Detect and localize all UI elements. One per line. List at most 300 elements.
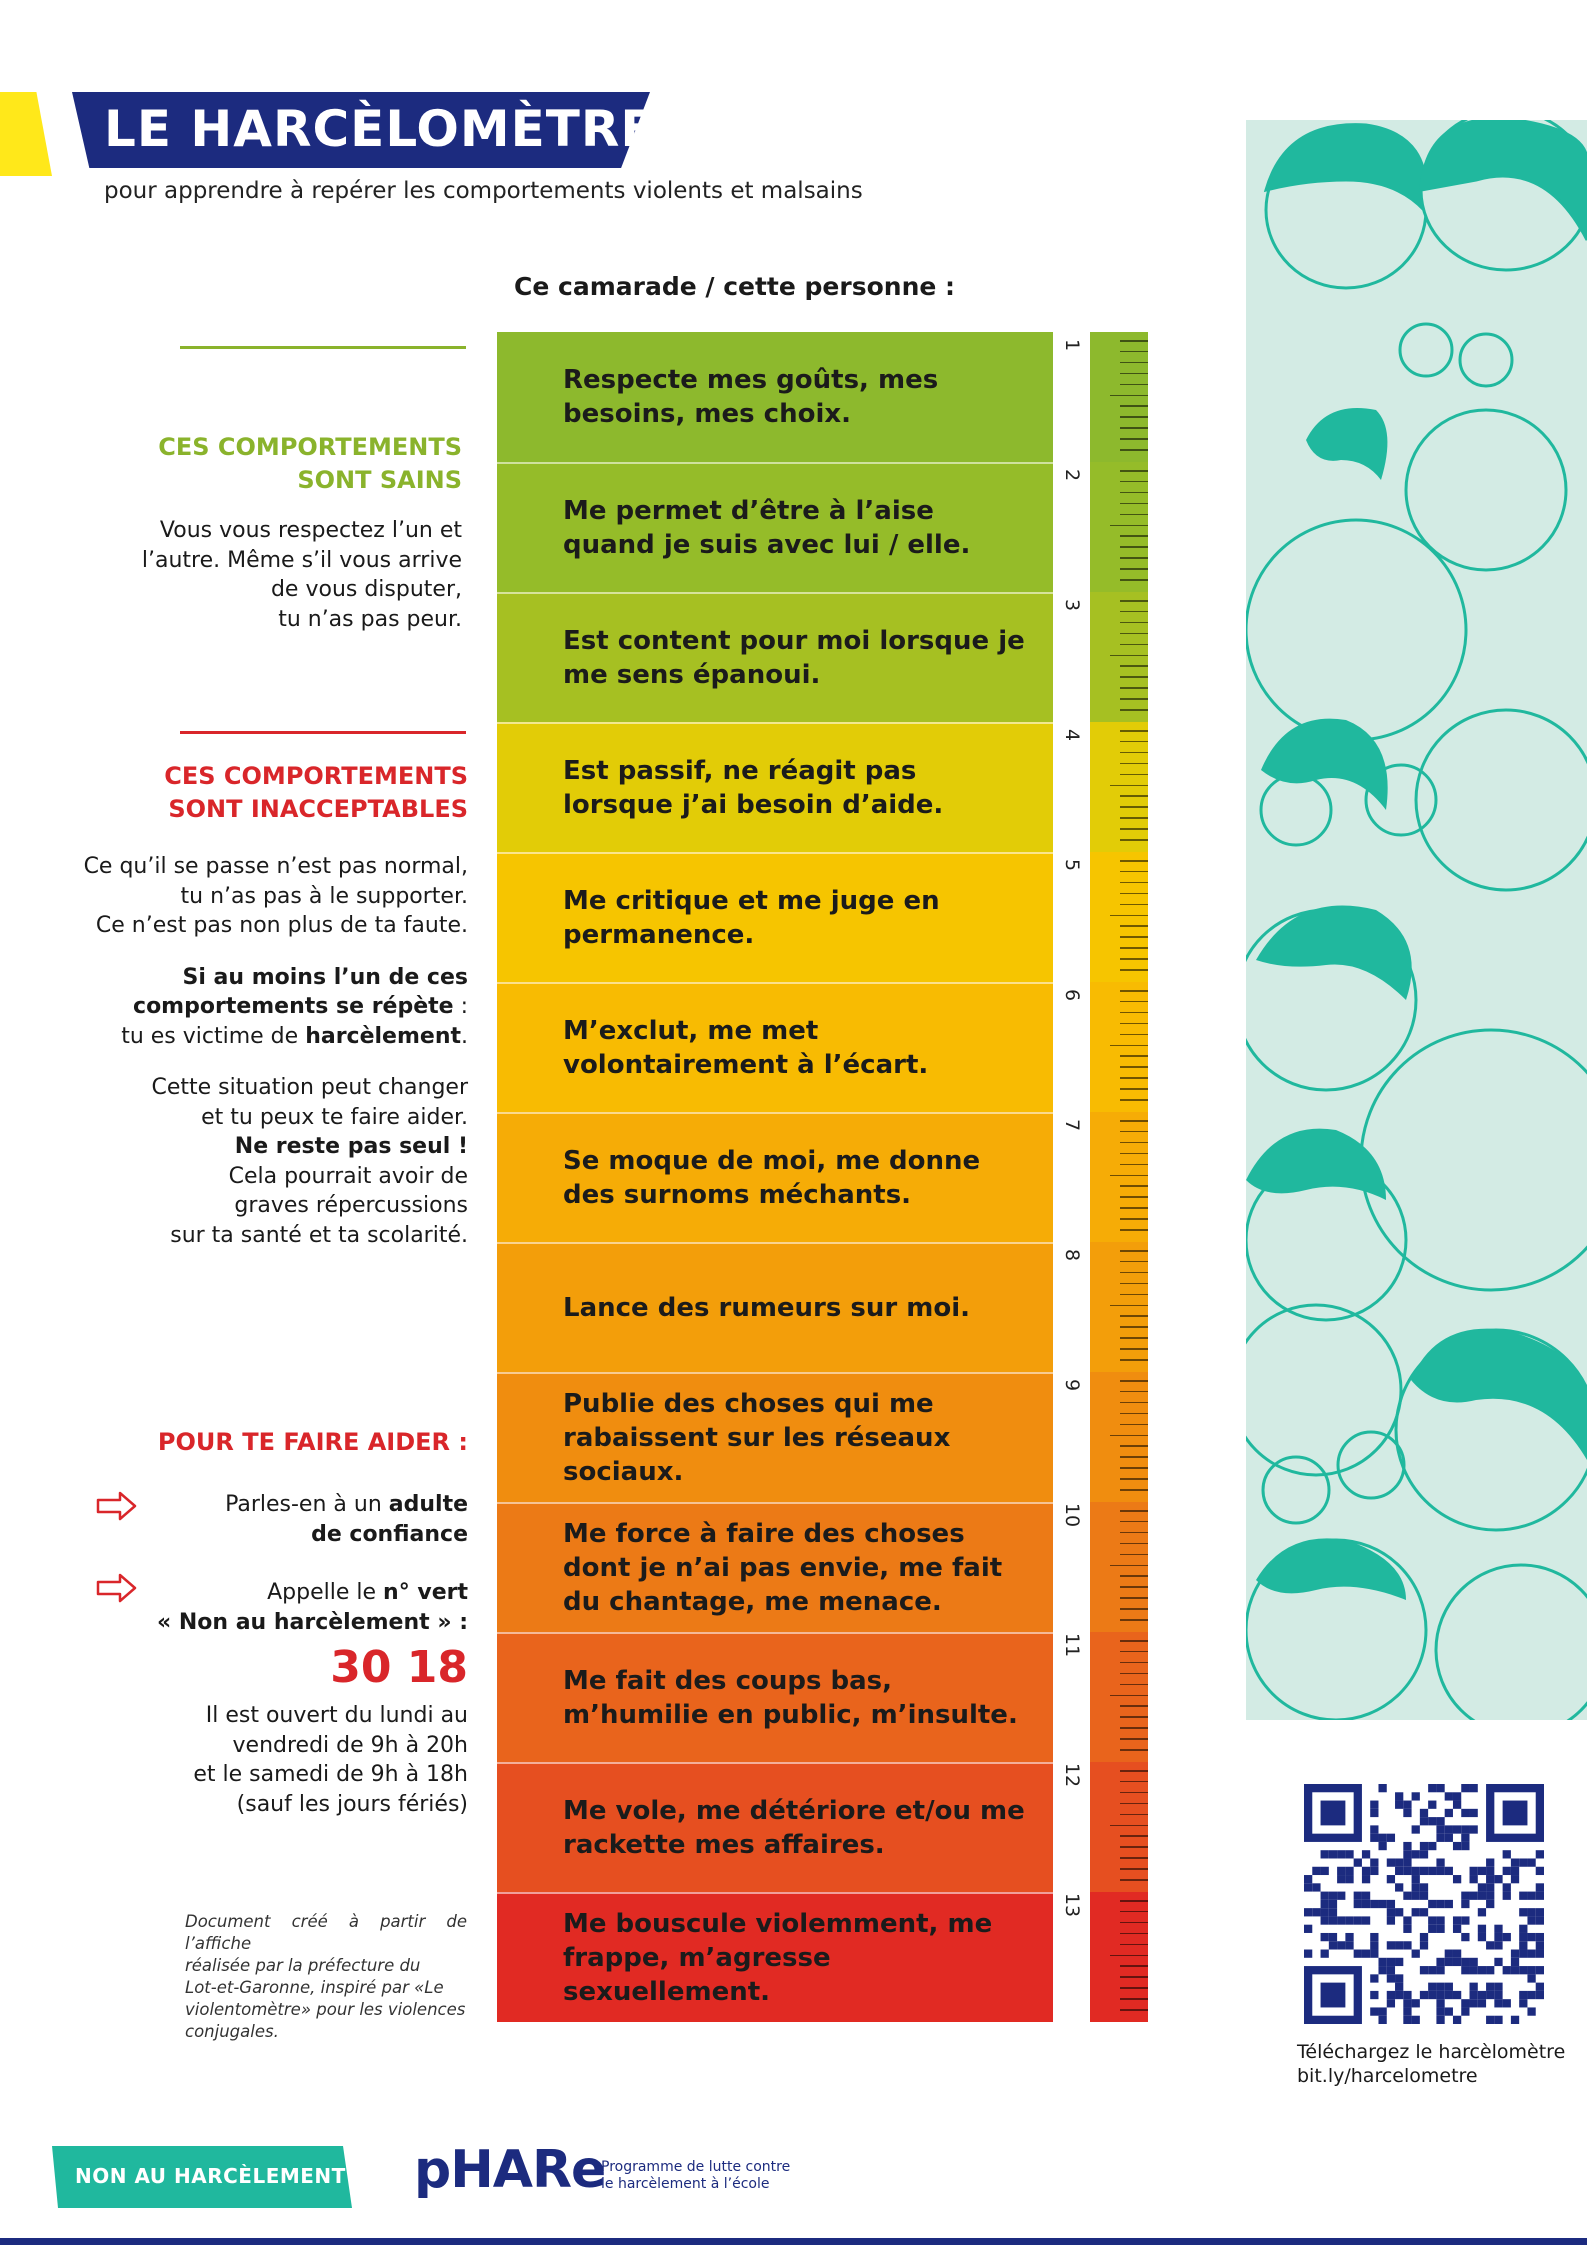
ruler-tick [1120, 611, 1148, 613]
qr-module [1362, 1867, 1370, 1875]
qr-module [1329, 1941, 1337, 1949]
ruler-tick [1120, 1619, 1148, 1621]
qr-module [1436, 1825, 1444, 1833]
qr-module [1387, 1858, 1395, 1866]
text-line: et tu peux te faire aider. [201, 1104, 468, 1130]
qr-module [1461, 1842, 1469, 1850]
qr-module [1486, 1892, 1494, 1900]
meter-level-text: Est content pour moi lorsque je me sens épanoui. [563, 626, 1025, 690]
qr-module [1395, 1792, 1403, 1800]
qr-module [1453, 1991, 1461, 1999]
qr-module [1378, 1966, 1386, 1974]
qr-module [1453, 1842, 1461, 1850]
ruler-tick [1120, 1456, 1148, 1458]
face-drawing [1261, 775, 1331, 845]
qr-module [1519, 1892, 1527, 1900]
qr-module [1370, 1867, 1378, 1875]
qr-module [1321, 1916, 1329, 1924]
qr-module [1395, 1974, 1403, 1982]
ruler-segment [1090, 722, 1148, 852]
ruler-tick [1120, 1521, 1148, 1523]
qr-module [1321, 1933, 1329, 1941]
ruler-tick [1120, 1770, 1148, 1772]
ruler-segment [1090, 982, 1148, 1112]
ruler-tick [1120, 1879, 1148, 1881]
qr-module [1470, 1983, 1478, 1991]
meter-level-text: Me force à faire des choses dont je n’ai pas envie, me fait du chantage, me menace. [563, 1519, 1003, 1617]
ruler-tick [1120, 1651, 1148, 1653]
qr-module [1304, 1883, 1312, 1891]
ruler-tick [1120, 1727, 1148, 1729]
qr-module [1494, 1925, 1502, 1933]
meter-level-5 [497, 852, 1053, 982]
ruler-tick [1120, 676, 1148, 678]
qr-module [1527, 1974, 1535, 1982]
qr-module [1337, 1941, 1345, 1949]
qr-module [1420, 1966, 1428, 1974]
bold-text: harcèlement [305, 1023, 461, 1049]
qr-module [1536, 1883, 1544, 1891]
qr-module [1527, 1858, 1535, 1866]
qr-module [1370, 1809, 1378, 1817]
qr-module [1395, 1883, 1403, 1891]
qr-module [1387, 1900, 1395, 1908]
healthy-heading-line: CES COMPORTEMENTS [158, 433, 462, 461]
face-drawing [1416, 710, 1587, 890]
meter-level-8 [497, 1242, 1053, 1372]
qr-module [1519, 1999, 1527, 2007]
text-line: l’autre. Même s’il vous arrive [141, 547, 462, 573]
text-line: réalisée par la préfecture du [185, 1956, 421, 1975]
qr-module [1536, 1867, 1544, 1875]
text-line [84, 1022, 468, 1052]
ruler-tick [1120, 373, 1148, 375]
qr-module [1527, 1950, 1535, 1958]
qr-module [1378, 1842, 1386, 1850]
qr-module [1362, 1950, 1370, 1958]
qr-code[interactable] [1304, 1784, 1544, 2024]
qr-module [1387, 1999, 1395, 2007]
qr-module [1337, 1850, 1345, 1858]
ruler-tick [1120, 1445, 1148, 1447]
ruler-tick [1120, 622, 1148, 624]
meter-level-text: Me bouscule violemment, me frappe, m’agresse sexuellement. [563, 1909, 993, 2007]
qr-module [1370, 1933, 1378, 1941]
qr-module [1511, 1858, 1519, 1866]
ruler-tick [1120, 416, 1148, 418]
ruler-tick [1120, 730, 1148, 732]
help-item-hotline [157, 1578, 468, 1637]
qr-module [1453, 2016, 1461, 2024]
qr-module [1478, 1991, 1486, 1999]
ruler-tick [1120, 481, 1148, 483]
qr-module [1329, 1900, 1337, 1908]
ruler-tick [1120, 763, 1148, 765]
text-line: de vous disputer, [270, 577, 462, 602]
level-number: 1 [1061, 338, 1083, 352]
qr-module [1387, 1875, 1395, 1883]
qr-module [1329, 1908, 1337, 1916]
qr-module [1470, 1991, 1478, 1999]
ruler-tick [1120, 1034, 1148, 1036]
bold-text: Si au moins l’un de ces [182, 964, 468, 990]
ruler-tick [1110, 1825, 1148, 1827]
qr-module [1527, 1991, 1535, 1999]
bold-text: n° vert [383, 1580, 468, 1605]
qr-module [1387, 1908, 1395, 1916]
ruler-tick [1120, 535, 1148, 537]
hair-drawing [1256, 1538, 1406, 1600]
qr-module [1362, 1916, 1370, 1924]
unacceptable-heading-line: CES COMPORTEMENTS [164, 762, 468, 790]
bold-text: de confiance [311, 1521, 468, 1547]
qr-module [1403, 1842, 1411, 1850]
qr-module [1378, 1958, 1386, 1966]
qr-module [1478, 1883, 1486, 1891]
qr-module [1345, 1941, 1353, 1949]
arrow-right-icon [96, 1491, 138, 1521]
qr-module [1486, 1858, 1494, 1866]
meter-level-text: Me vole, me détériore et/ou me rackette mes affaires. [563, 1796, 1025, 1860]
qr-module [1436, 1958, 1444, 1966]
text-line: vendredi de 9h à 20h [232, 1732, 468, 1758]
qr-module [1362, 1900, 1370, 1908]
qr-module [1387, 1958, 1395, 1966]
hair-drawing [1261, 719, 1388, 810]
qr-module [1412, 1875, 1420, 1883]
ruler-segment [1090, 1372, 1148, 1502]
ruler-tick [1120, 546, 1148, 548]
qr-module [1321, 1900, 1329, 1908]
qr-module [1436, 1834, 1444, 1842]
ruler-tick [1120, 405, 1148, 407]
ruler-tick [1120, 384, 1148, 386]
qr-module [1461, 1958, 1469, 1966]
ruler-tick [1120, 665, 1148, 667]
qr-module [1536, 1966, 1544, 1974]
qr-module [1337, 1867, 1345, 1875]
ruler-tick [1110, 1955, 1148, 1957]
ruler-segment [1090, 462, 1148, 592]
qr-module [1536, 1916, 1544, 1924]
qr-module [1503, 1867, 1511, 1875]
qr-module [1420, 1991, 1428, 1999]
ruler-tick [1120, 1120, 1148, 1122]
level-number: 5 [1061, 858, 1083, 872]
text-line [84, 992, 468, 1022]
bold-text: « Non au harcèlement » : [156, 1609, 468, 1635]
qr-module [1486, 1875, 1494, 1883]
level-number-column [1053, 332, 1090, 2022]
qr-module [1362, 1892, 1370, 1900]
ruler-tick [1120, 1597, 1148, 1599]
ruler-tick [1120, 1781, 1148, 1783]
text-line: et le samedi de 9h à 18h [193, 1762, 468, 1787]
arrow-right-icon [96, 1573, 138, 1603]
text-line: sur ta santé et ta scolarité. [170, 1222, 468, 1248]
qr-module [1536, 1983, 1544, 1991]
text-line: Cela pourrait avoir de [228, 1163, 468, 1189]
qr-module [1536, 1850, 1544, 1858]
qr-module [1420, 1817, 1428, 1825]
qr-module [1420, 1867, 1428, 1875]
ruler-tick [1120, 362, 1148, 364]
qr-module [1403, 1941, 1411, 1949]
qr-module [1519, 1925, 1527, 1933]
qr-module [1445, 2007, 1453, 2015]
ruler-tick [1120, 1261, 1148, 1263]
qr-module [1436, 1858, 1444, 1866]
text-line: Lot-et-Garonne, inspiré par «Le [185, 1978, 444, 1997]
qr-module [1378, 2007, 1386, 2015]
qr-module [1412, 1825, 1420, 1833]
text-line [84, 963, 468, 993]
ruler-segment [1090, 1112, 1148, 1242]
ruler-tick [1120, 1835, 1148, 1837]
qr-module [1312, 1908, 1320, 1916]
ruler-tick [1110, 915, 1148, 917]
qr-module [1519, 1991, 1527, 1999]
ruler-tick [1120, 1001, 1148, 1003]
face-drawing [1361, 1030, 1587, 1290]
qr-module [1378, 1834, 1386, 1842]
ruler-tick [1120, 958, 1148, 960]
help-heading: POUR TE FAIRE AIDER : [157, 1428, 468, 1456]
qr-module [1503, 1801, 1528, 1826]
ruler-tick [1120, 1640, 1148, 1642]
qr-module [1536, 1908, 1544, 1916]
text-fragment: Appelle le [267, 1580, 384, 1605]
qr-module [1403, 1916, 1411, 1924]
faces-illustration [1246, 120, 1587, 1720]
ruler-tick [1120, 1543, 1148, 1545]
qr-module [1453, 1950, 1461, 1958]
qr-module [1354, 1950, 1362, 1958]
qr-module [1453, 1875, 1461, 1883]
level-number: 7 [1061, 1118, 1083, 1132]
qr-module [1395, 1858, 1403, 1866]
ruler-tick [1110, 1045, 1148, 1047]
qr-module [1527, 1966, 1535, 1974]
qr-module [1461, 1834, 1469, 1842]
ruler-tick [1120, 1250, 1148, 1252]
text-line: violentomètre» pour les violences [185, 2000, 466, 2019]
qr-module [1370, 1941, 1378, 1949]
qr-module [1453, 1925, 1461, 1933]
meter-level-text: Publie des choses qui me rabaissent sur les réseaux sociaux. [563, 1389, 951, 1487]
ruler-tick [1120, 1413, 1148, 1415]
qr-module [1486, 1941, 1494, 1949]
ruler-tick [1120, 1467, 1148, 1469]
qr-module [1403, 2016, 1411, 2024]
qr-module [1304, 1908, 1312, 1916]
qr-module [1536, 1941, 1544, 1949]
qr-module [1387, 1991, 1395, 1999]
face-drawing [1400, 324, 1452, 376]
qr-module [1420, 1809, 1428, 1817]
face-drawing [1263, 1457, 1329, 1523]
qr-module [1503, 1892, 1511, 1900]
qr-module [1337, 1892, 1345, 1900]
ruler-tick [1120, 871, 1148, 873]
qr-module [1321, 1850, 1329, 1858]
text-line: le harcèlement à l’école [601, 2176, 770, 2192]
download-link[interactable]: bit.ly/harcelometre [1297, 2065, 1478, 2087]
qr-module [1395, 1983, 1403, 1991]
qr-module [1370, 1900, 1378, 1908]
qr-module [1486, 1900, 1494, 1908]
ruler-tick [1110, 525, 1148, 527]
meter-level-text: Me permet d’être à l’aise quand je suis avec lui / elle. [563, 496, 971, 560]
ruler-tick [1120, 1792, 1148, 1794]
qr-module [1453, 1801, 1461, 1809]
qr-module [1503, 1966, 1511, 1974]
qr-module [1436, 1925, 1444, 1933]
text-line: Il est ouvert du lundi au [205, 1703, 468, 1728]
qr-module [1403, 1850, 1411, 1858]
ruler-tick [1120, 1066, 1148, 1068]
ruler-tick [1120, 741, 1148, 743]
ruler-tick [1120, 969, 1148, 971]
qr-module [1470, 1958, 1478, 1966]
ruler-tick [1120, 1705, 1148, 1707]
qr-module [1494, 1958, 1502, 1966]
unacceptable-heading [164, 760, 468, 826]
ruler-tick [1120, 438, 1148, 440]
qr-module [1436, 1999, 1444, 2007]
ruler-tick [1120, 1976, 1148, 1978]
qr-module [1470, 1825, 1478, 1833]
qr-module [1494, 1941, 1502, 1949]
qr-module [1503, 1883, 1511, 1891]
qr-module [1445, 1958, 1453, 1966]
text-line [84, 1132, 468, 1162]
qr-module [1478, 1867, 1486, 1875]
ruler-tick [1120, 1153, 1148, 1155]
qr-module [1519, 1941, 1527, 1949]
qr-module [1420, 1850, 1428, 1858]
ruler-tick [1120, 1185, 1148, 1187]
qr-module [1403, 1925, 1411, 1933]
qr-module [1511, 1867, 1519, 1875]
qr-module [1511, 1958, 1519, 1966]
qr-module [1445, 1825, 1453, 1833]
ruler-tick [1120, 709, 1148, 711]
qr-module [1329, 1916, 1337, 1924]
qr-module [1312, 1883, 1320, 1891]
qr-module [1370, 1834, 1378, 1842]
meter-level-text: Me fait des coups bas, m’humilie en public, m’insulte. [563, 1666, 1018, 1730]
qr-module [1436, 2007, 1444, 2015]
qr-module [1354, 1900, 1362, 1908]
ruler-segment [1090, 592, 1148, 722]
qr-module [1453, 1958, 1461, 1966]
hotline-number[interactable]: 30 18 [330, 1642, 468, 1693]
meter-level-text: Se moque de moi, me donne des surnoms méchants. [563, 1146, 981, 1210]
qr-module [1511, 2016, 1519, 2024]
qr-module [1304, 1950, 1312, 1958]
ruler-tick [1120, 828, 1148, 830]
qr-module [1395, 1801, 1403, 1809]
qr-module [1412, 2016, 1420, 2024]
ruler-tick [1120, 1380, 1148, 1382]
qr-module [1412, 1850, 1420, 1858]
qr-module [1387, 1834, 1395, 1842]
ruler-tick [1120, 2009, 1148, 2011]
qr-module [1461, 1916, 1469, 1924]
qr-module [1503, 1933, 1511, 1941]
ruler-tick [1120, 1922, 1148, 1924]
ruler-tick [1120, 925, 1148, 927]
ruler-tick [1120, 1532, 1148, 1534]
qr-module [1511, 1950, 1519, 1958]
level-number: 3 [1061, 598, 1083, 612]
ruler-tick [1120, 698, 1148, 700]
text-line: graves répercussions [234, 1193, 468, 1218]
qr-module [1445, 1991, 1453, 1999]
qr-module [1420, 1842, 1428, 1850]
ruler-tick [1110, 1175, 1148, 1177]
ruler-tick [1120, 1088, 1148, 1090]
qr-module [1428, 1817, 1436, 1825]
face-drawing [1436, 1565, 1587, 1720]
qr-module [1453, 1916, 1461, 1924]
harcelometre-meter [497, 332, 1053, 2022]
qr-module [1470, 1966, 1478, 1974]
qr-module [1461, 1966, 1469, 1974]
ruler-tick [1110, 1565, 1148, 1567]
qr-module [1370, 2007, 1378, 2015]
ruler-tick [1120, 1142, 1148, 1144]
qr-module [1412, 1908, 1420, 1916]
qr-module [1412, 1950, 1420, 1958]
text-line: Document créé à partir de l’affiche [185, 1912, 467, 1953]
qr-module [1395, 1867, 1403, 1875]
qr-module [1329, 1892, 1337, 1900]
ruler-segment [1090, 1892, 1148, 2022]
qr-module [1395, 1991, 1403, 1999]
meter-level-9 [497, 1372, 1053, 1502]
ruler-tick [1120, 1218, 1148, 1220]
ruler-tick [1120, 351, 1148, 353]
level-number: 12 [1061, 1762, 1083, 1788]
ruler-tick [1120, 514, 1148, 516]
campaign-badge-label: NON AU HARCÈLEMENT [75, 2164, 346, 2188]
meter-level-10 [497, 1502, 1053, 1632]
hair-drawing [1306, 408, 1387, 480]
qr-module [1445, 1809, 1453, 1817]
ruler-tick [1120, 1326, 1148, 1328]
qr-module [1527, 1916, 1535, 1924]
qr-module [1321, 1908, 1329, 1916]
ruler-tick [1120, 1207, 1148, 1209]
ruler-tick [1120, 1814, 1148, 1816]
qr-module [1412, 1883, 1420, 1891]
text-fragment: Parles-en à un [225, 1492, 389, 1517]
ruler-tick [1120, 1164, 1148, 1166]
ruler-tick [1120, 817, 1148, 819]
qr-module [1370, 1801, 1378, 1809]
ruler-tick [1120, 633, 1148, 635]
text-line: Téléchargez le harcèlomètre [1297, 2041, 1566, 2063]
unacceptable-description [84, 852, 468, 1250]
qr-module [1470, 1892, 1478, 1900]
ruler-tick [1120, 1283, 1148, 1285]
ruler-tick [1110, 785, 1148, 787]
ruler-tick [1120, 1489, 1148, 1491]
ruler-segment [1090, 1242, 1148, 1372]
ruler-tick [1120, 774, 1148, 776]
